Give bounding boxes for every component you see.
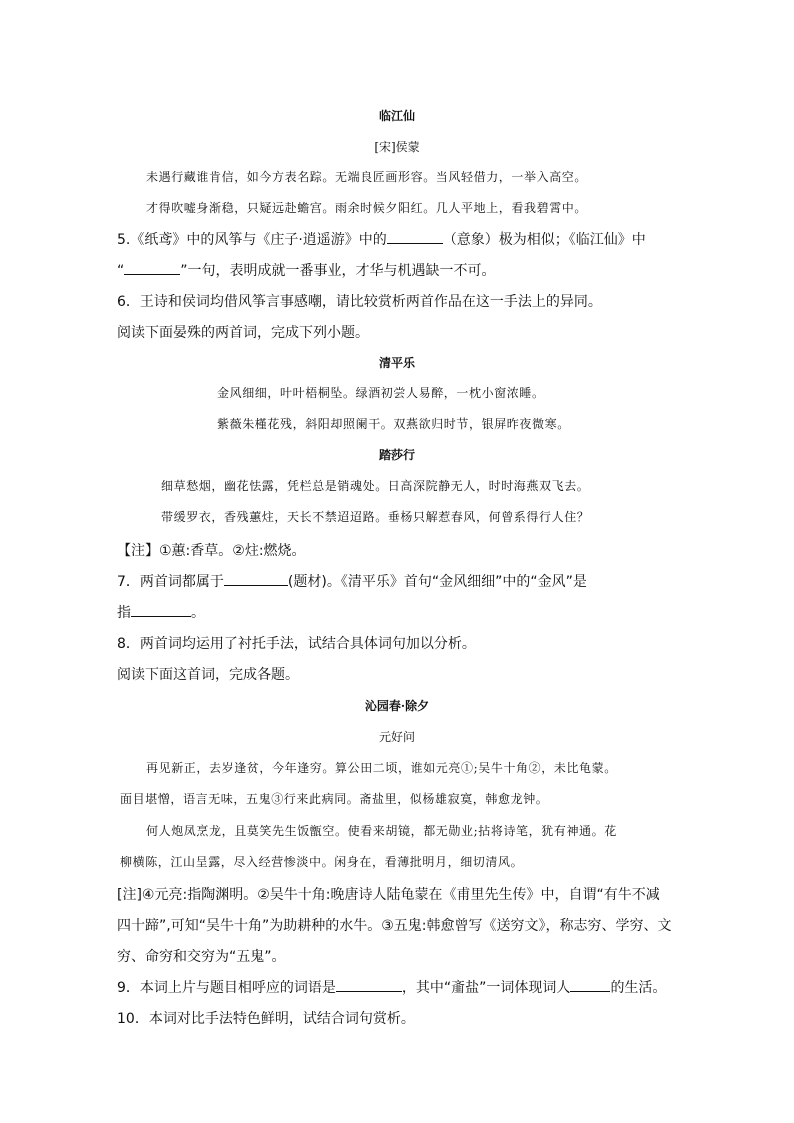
question-5-text-d: ”一句，表明成就一番事业，才华与机遇缺一不可。 (180, 263, 496, 279)
question-7-text-d: 。 (191, 605, 205, 621)
answer-blank[interactable] (387, 231, 443, 244)
question-5-line-2 (117, 260, 496, 280)
answer-blank[interactable] (224, 573, 288, 586)
poem4-line-2: 面目堪憎，语言无味，五鬼③行来此病同。斋盐里，似杨雄寂寞，韩愈龙钟。 (120, 792, 549, 806)
poem3-line-2: 带缓罗衣，香残蕙炷，天长不禁迢迢路。垂杨只解惹春风，何曾系得行人住？ (161, 510, 590, 524)
question-5-line-1 (117, 229, 646, 249)
answer-blank[interactable] (336, 979, 402, 992)
poem-author-yuanhaowen: 元好问 (378, 730, 415, 744)
poem-title-tashaxing: 踏莎行 (378, 448, 415, 462)
question-7-text-a: 7．两首词都属于 (117, 574, 224, 590)
section-intro-yanshu: 阅读下面晏殊的两首词，完成下列小题。 (117, 325, 369, 341)
question-7-text-b: (题材)。《清平乐》首句“金风细细”中的“金风”是 (287, 574, 587, 590)
question-7-text-c: 指 (117, 605, 131, 621)
question-9 (117, 977, 666, 997)
note-section-3-line-1: [注]④元亮:指陶渊明。②吴牛十角:晚唐诗人陆龟蒙在《甫里先生传》中，自谓“有牛不减 (117, 887, 660, 903)
poem4-line-3: 何人炮凤烹龙，且莫笑先生饭甑空。使看来胡镜，都无勋业;拈将诗笔，犹有神通。花 (146, 824, 617, 838)
answer-blank[interactable] (124, 262, 180, 275)
poem4-line-4: 柳横陈，江山呈露，尽入经营惨淡中。闲身在，看薄批明月，细切清风。 (120, 855, 524, 869)
poem4-line-1: 再见新正，去岁逢贫，今年逢穷。算公田二顷，谁如元亮①;吴牛十角②，未比龟蒙。 (146, 761, 617, 775)
poem2-line-1: 金风细细，叶叶梧桐坠。绿酒初尝人易醉，一枕小窗浓睡。 (217, 386, 545, 400)
question-10: 10．本词对比手法特色鲜明，试结合词句赏析。 (117, 1011, 415, 1027)
question-7-line-1 (117, 571, 587, 591)
answer-blank[interactable] (570, 979, 610, 992)
question-5-text-b: （意象）极为相似；《临江仙》中 (442, 232, 646, 248)
answer-blank[interactable] (131, 604, 191, 617)
poem1-line-1: 未遇行藏谁肯信，如今方表名踪。无端良匠画形容。当风轻借力，一举入高空。 (146, 170, 588, 184)
poem-title-linjiangxian: 临江仙 (378, 109, 415, 123)
poem3-line-1: 细草愁烟，幽花怯露，凭栏总是销魂处。日高深院静无人，时时海燕双飞去。 (161, 479, 590, 493)
note-section-3-line-2: 四十蹄”,可知“吴牛十角”为助耕种的水牛。③五鬼:韩愈曾写《送穷文》，称志穷、学穷、文 (117, 918, 672, 934)
question-9-text-a: 9．本词上片与题目相呼应的词语是 (117, 980, 336, 996)
poem2-line-2: 紫薇朱槿花残，斜阳却照阑干。双燕欲归时节，银屏昨夜微寒。 (217, 417, 570, 431)
poem-title-qingpingle: 清平乐 (378, 356, 415, 370)
poem1-line-2: 才得吹嘘身渐稳，只疑远赴蟾宫。雨余时候夕阳红。几人平地上，看我碧霄中。 (146, 201, 588, 215)
note-section-3-line-3: 穷、命穷和交穷为“五鬼”。 (117, 949, 286, 965)
section-intro-yuanhaowen: 阅读下面这首词，完成各题。 (117, 667, 299, 683)
question-9-text-b: ，其中“齑盐”一词体现词人 (401, 980, 571, 996)
question-8: 8．两首词均运用了衬托手法，试结合具体词句加以分析。 (117, 636, 476, 652)
note-section-2: 【注】①蕙:香草。②炷:燃烧。 (117, 543, 306, 559)
question-6: 6．王诗和侯词均借风筝言事感嘲，请比较赏析两首作品在这一手法上的异同。 (117, 294, 602, 310)
poem-author-houmeng: [宋]侯蒙 (374, 140, 420, 154)
question-7-line-2 (117, 602, 205, 622)
question-5-text-c: “ (117, 263, 125, 279)
question-5-text-a: 5.《纸鸢》中的风筝与《庄子·逍遥游》中的 (117, 232, 387, 248)
question-9-text-c: 的生活。 (610, 980, 667, 996)
poem-title-qinyuanchun: 沁园春·除夕 (364, 699, 430, 713)
